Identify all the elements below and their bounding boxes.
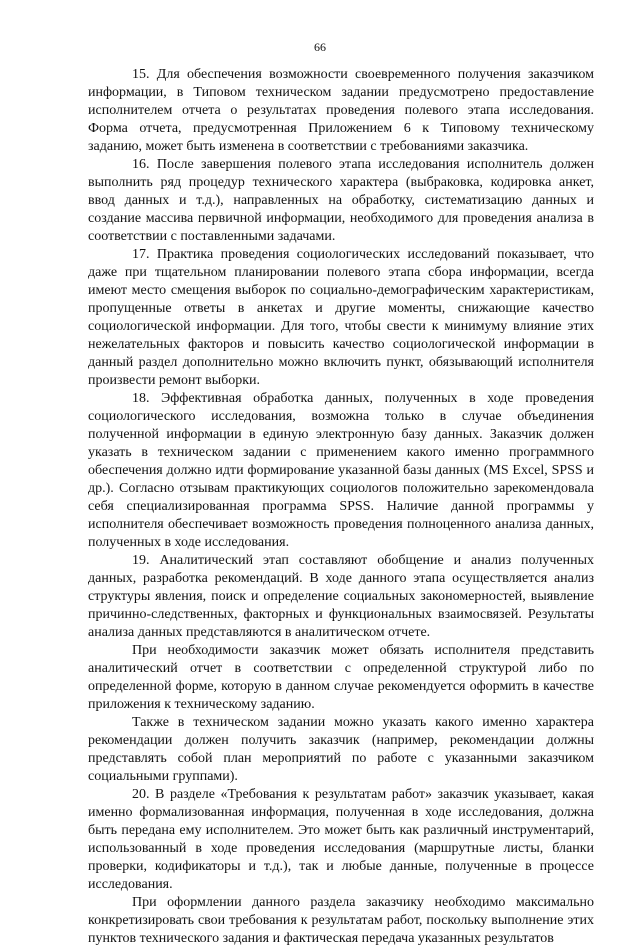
paragraph-analytic-report: При необходимости заказчик может обязать исполнителя представить аналитический отчет в соответствии с определенной структурой либо по определенной форме, которую в данном случае рекомендуется оформить в качестве приложения к техническому заданию. (88, 643, 594, 712)
paragraph-recommendations: Также в техническом задании можно указать какого именно характера рекомендации должен получить заказчик (например, рекомендации должны представлять собой план мероприятий по работе с указанными заказчиком социальными группами). (88, 715, 594, 784)
document-body (88, 66, 594, 948)
paragraph-18: 18. Эффективная обработка данных, полученных в ходе проведения социологического исследования, возможна только в случае объединения полученной информации в единую электронную базу данных. Заказчик должен указать в техническом задании с применением какого именно программного обеспечения должно идти формирование указанной базы данных (MS Excel, SPSS и др.). Согласно отзывам практикующих социологов положительно зарекомендовала себя специализированная программа SPSS. Наличие данной программы у исполнителя обеспечивает возможность проведения полноценного анализа данных, полученных в ходе исследования. (88, 391, 594, 550)
page-number: 66 (314, 40, 326, 54)
paragraph-requirements-detail: При оформлении данного раздела заказчику необходимо максимально конкретизировать свои требования к результатам работ, поскольку выполнение этих пунктов технического задания и фактическая передача указанных результатов (88, 895, 594, 946)
paragraph-15: 15. Для обеспечения возможности своевременного получения заказчиком информации, в Типовом техническом задании предусмотрено предоставление исполнителем отчета о результатах проведения полевого этапа исследования. Форма отчета, предусмотренная Приложением 6 к Типовому техническому заданию, может быть изменена в соответствии с требованиями заказчика. (88, 67, 594, 154)
paragraph-16: 16. После завершения полевого этапа исследования исполнитель должен выполнить ряд процедур технического характера (выбраковка, кодировка анкет, ввод данных и т.д.), направленных на обработку, систематизацию данных и создание массива первичной информации, необходимого для проведения анализа в соответствии с поставленными задачами. (88, 157, 594, 244)
paragraph-19: 19. Аналитический этап составляют обобщение и анализ полученных данных, разработка рекомендаций. В ходе данного этапа осуществляется анализ структуры явления, поиск и определение социальных закономерностей, выявление причинно-следственных, факторных и функциональных взаимосвязей. Результаты анализа данных представляются в аналитическом отчете. (88, 553, 594, 640)
paragraph-20: 20. В разделе «Требования к результатам работ» заказчик указывает, какая именно формализованная информация, полученная в ходе исследования, должна быть передана ему исполнителем. Это может быть как различный инструментарий, использованный в ходе проведения исследования (маршрутные листы, бланки проверки, кодификаторы и т.д.), так и любые данные, полученные в процессе исследования. (88, 787, 594, 892)
paragraph-17: 17. Практика проведения социологических исследований показывает, что даже при тщательном планировании полевого этапа сбора информации, всегда имеют место смещения выборок по социально-демографическим характеристикам, пропущенные ответы в анкетах и другие моменты, снижающие качество социологической информации. Для того, чтобы свести к минимуму влияние этих нежелательных факторов и повысить качество социологической информации в данный раздел дополнительно можно включить пункт, обязывающий исполнителя произвести ремонт выборки. (88, 247, 594, 388)
